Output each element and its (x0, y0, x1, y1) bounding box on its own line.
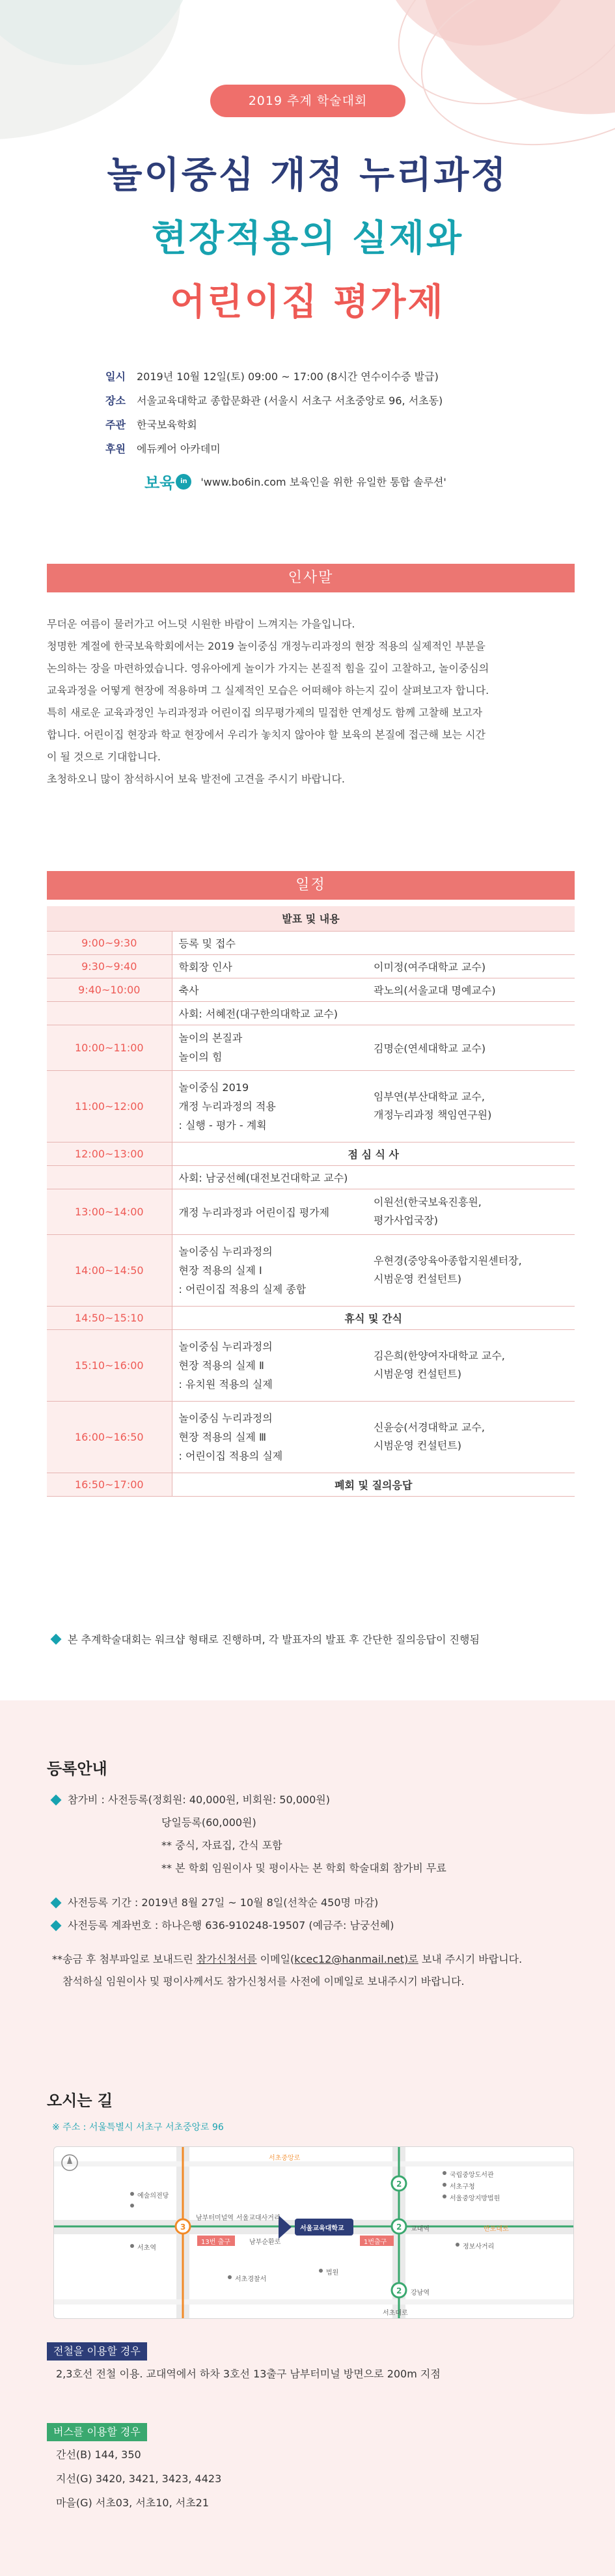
schedule-row (47, 978, 575, 1001)
schedule-moderator: 사회: 서혜전(대구한의대학교 교수) (172, 1001, 575, 1025)
schedule-row (47, 1189, 575, 1234)
schedule-row (47, 1070, 575, 1142)
map-road-label: 남부순환로 (249, 2239, 281, 2246)
bus-line-trunk: 간선(B) 144, 350 (56, 2448, 141, 2461)
info-value: 서울교육대학교 종합문화관 (서울시 서초구 서초중앙로 96, 서초동) (137, 395, 443, 407)
schedule-closing: 폐회 및 질의응답 (172, 1473, 575, 1496)
map-station-label: 교대역 (411, 2226, 430, 2233)
greeting-line: 초청하오니 많이 참석하시어 보육 발전에 고견을 주시기 바랍니다. (47, 773, 346, 785)
map-station-label: 남부터미널역 (196, 2215, 234, 2222)
warning-text: 이메일( (256, 1953, 295, 1965)
schedule-topic: 학회장 인사 (172, 954, 367, 978)
greeting-line: 교육과정을 어떻게 현장에 적용하며 그 실제적인 모습은 어떠해야 하는지 깊이 살펴보고자 합니다. (47, 684, 489, 697)
map-poi-label: 예술의전당 (137, 2193, 169, 2200)
schedule-break-row (47, 1473, 575, 1496)
schedule-topic: 개정 누리과정과 어린이집 평가제 (172, 1189, 367, 1234)
subway-directions: 2,3호선 전철 이용. 교대역에서 하차 3호선 13출구 남부터미널 방면으로 200m 지점 (56, 2368, 441, 2380)
location-address: ※ 주소 : 서울특별시 서초구 서초중앙로 96 (52, 2122, 224, 2133)
svg-text:2: 2 (396, 2223, 402, 2232)
map-poi-label: 서초역 (137, 2245, 156, 2252)
title-line-2: 현장적용의 실제와 (151, 217, 464, 260)
map-poi-label: 정보사거리 (463, 2243, 495, 2251)
schedule-person: 김은희(한양여자대학교 교수, 시범운영 컨설턴트) (367, 1329, 575, 1401)
map-poi-label: 서울교대사거리 (236, 2215, 280, 2222)
fee-note: ** 중식, 자료집, 간식 포함 (161, 1839, 282, 1851)
schedule-moderator-row (47, 1001, 575, 1025)
period-text: 사전등록 기간 : 2019년 8월 27일 ~ 10월 8일(선착순 450명 마감) (68, 1896, 379, 1909)
schedule-header: 발표 및 내용 (47, 906, 575, 931)
map-road-label: 반포대로 (484, 2226, 509, 2233)
greeting-line: 이 될 것으로 기대합니다. (47, 751, 161, 763)
greeting-line: 무더운 여름이 물러가고 어느덧 시원한 바람이 느껴지는 가을입니다. (47, 618, 355, 630)
schedule-note-text: 본 추계학술대회는 워크샵 형태로 진행하며, 각 발표자의 발표 후 간단한 질의응답이 진행됨 (68, 1633, 480, 1646)
bus-line-village: 마을(G) 서초03, 서초10, 서초21 (56, 2497, 210, 2509)
event-info (105, 365, 561, 461)
schedule-person: 이원선(한국보육진흥원, 평가사업국장) (367, 1189, 575, 1234)
schedule-person: 임부연(부산대학교 교수, 개정누리과정 책임연구원) (367, 1070, 575, 1142)
title-line-3: 어린이집 평가제 (170, 281, 445, 324)
map-road (54, 2161, 574, 2167)
schedule-time: 14:00~14:50 (47, 1234, 172, 1306)
bo6in-logo-text: 보육 (144, 474, 175, 492)
info-value: 2019년 10월 12일(토) 09:00 ~ 17:00 (8시간 연수이수증 발급) (137, 370, 439, 383)
schedule-row (47, 1401, 575, 1473)
info-value: 에듀케어 아카데미 (137, 443, 221, 455)
account-row (52, 1914, 586, 1937)
schedule-time: 14:50~15:10 (47, 1306, 172, 1329)
schedule-table (47, 906, 575, 1497)
period-row (52, 1891, 586, 1914)
schedule-time (47, 1001, 172, 1025)
warning-text: **송금 후 첨부파일로 보내드린 (52, 1953, 197, 1965)
map-poi-label: 법원 (326, 2269, 339, 2277)
info-label: 후원 (105, 443, 126, 455)
schedule-time: 9:40~10:00 (47, 978, 172, 1001)
fee-text: 참가비 : 사전등록(정회원: 40,000원, 비회원: 50,000원) (68, 1794, 330, 1806)
schedule-topic: 놀이중심 누리과정의 현장 적용의 실제 Ⅱ : 유치원 적용의 실제 (172, 1329, 367, 1401)
schedule-break-row (47, 1306, 575, 1329)
diamond-bullet-icon (51, 1920, 62, 1932)
subway-badge: 전철을 이용할 경우 (47, 2342, 147, 2361)
greeting-text (47, 613, 575, 790)
greeting-line: 특히 새로운 교육과정인 누리과정과 어린이집 의무평가제의 밀접한 연계성도 함께 고찰해 보고자 (47, 706, 483, 719)
schedule-time: 9:00~9:30 (47, 931, 172, 954)
hero-section (0, 0, 615, 527)
schedule-time: 15:10~16:00 (47, 1329, 172, 1401)
event-pill-badge: 2019 추계 학술대회 (210, 85, 405, 117)
svg-text:2: 2 (396, 2286, 402, 2295)
schedule-topic: 축사 (172, 978, 367, 1001)
info-label: 주관 (105, 419, 126, 431)
account-text: 사전등록 계좌번호 : 하나은행 636-910248-19507 (예금주: 남궁선혜) (68, 1919, 394, 1932)
schedule-note (52, 1631, 575, 1646)
bus-line-branch: 지선(G) 3420, 3421, 3423, 4423 (56, 2472, 222, 2485)
svg-text:3: 3 (180, 2223, 186, 2232)
info-row-sponsor (105, 437, 561, 461)
map-road (54, 2299, 574, 2305)
greeting-line: 청명한 계절에 한국보육학회에서는 2019 놀이중심 개정누리과정의 현장 적용의 실제적인 부분을 (47, 640, 485, 652)
schedule-row (47, 931, 575, 954)
schedule-time: 10:00~11:00 (47, 1025, 172, 1070)
schedule-person: 곽노의(서울교대 명예교수) (367, 978, 575, 1001)
diamond-bullet-icon (51, 1898, 62, 1909)
schedule-time (47, 1165, 172, 1189)
schedule-break-row (47, 1142, 575, 1165)
warning-text: 보내 주시기 바랍니다. (418, 1953, 523, 1965)
bo6in-logo-dot: in (176, 474, 191, 490)
greeting-line: 논의하는 장을 마련하였습니다. 영유아에게 놀이가 가지는 본질적 힘을 깊이 고찰하고, 놀이중심의 (47, 662, 489, 674)
map-road-label: 서초중앙로 (269, 2155, 301, 2162)
map-school-label: 서울교육대학교 (300, 2225, 344, 2232)
info-row-host (105, 413, 561, 437)
fee-note: ** 본 학회 임원이사 및 평이사는 본 학회 학술대회 참가비 무료 (161, 1862, 446, 1874)
schedule-topic: 놀이중심 2019 개정 누리과정의 적용 : 실행 - 평가 - 계획 (172, 1070, 367, 1142)
schedule-moderator: 사회: 남궁선혜(대전보건대학교 교수) (172, 1165, 575, 1189)
schedule-topic: 놀이의 본질과 놀이의 힘 (172, 1025, 367, 1070)
schedule-row (47, 1329, 575, 1401)
warning-line-1 (52, 1948, 586, 1971)
schedule-time: 13:00~14:00 (47, 1189, 172, 1234)
location-title: 오시는 길 (47, 2092, 113, 2110)
diamond-bullet-icon (51, 1795, 62, 1806)
map-road-label: 서초대로 (383, 2310, 408, 2317)
schedule-row (47, 1234, 575, 1306)
schedule-time: 16:50~17:00 (47, 1473, 172, 1496)
registration-title: 등록안내 (47, 1760, 107, 1778)
schedule-time: 11:00~12:00 (47, 1070, 172, 1142)
map-poi-label: 국립중앙도서관 (450, 2172, 494, 2179)
warning-line-2: 참석하실 임원이사 및 평이사께서도 참가신청서를 사전에 이메일로 보내주시기 바랍니다. (62, 1975, 465, 1987)
location-map[interactable] (53, 2146, 574, 2319)
schedule-break: 점 심 식 사 (172, 1142, 575, 1165)
map-poi-label: 서초경찰서 (235, 2276, 267, 2283)
bus-badge: 버스를 이용할 경우 (47, 2423, 147, 2441)
schedule-person: 김명순(연세대학교 교수) (367, 1025, 575, 1070)
registration-info (52, 1788, 586, 1993)
greeting-line: 합니다. 어린이집 현장과 학교 현장에서 우리가 놓치지 않아야 할 보육의 본질에 접근해 보는 시간 (47, 728, 485, 741)
title-line-1: 놀이중심 개정 누리과정 (107, 154, 508, 197)
fee-row (52, 1788, 586, 1811)
info-row-venue (105, 389, 561, 413)
map-exit-label: 1번출구 (364, 2239, 387, 2246)
schedule-moderator-row (47, 1165, 575, 1189)
info-row-date (105, 365, 561, 389)
map-station-label: 강남역 (411, 2290, 430, 2297)
schedule-topic: 놀이중심 누리과정의 현장 적용의 실제 Ⅰ : 어린이집 적용의 실제 종합 (172, 1234, 367, 1306)
schedule-person: 이미정(여주대학교 교수) (367, 954, 575, 978)
schedule-header-row (47, 906, 575, 931)
info-label: 일시 (105, 370, 126, 383)
email-link[interactable]: kcec12@hanmail.net)로 (294, 1953, 418, 1965)
schedule-bar: 일정 (47, 871, 575, 900)
schedule-time: 16:00~16:50 (47, 1401, 172, 1473)
schedule-topic: 등록 및 접수 (172, 931, 575, 954)
application-form-link[interactable]: 참가신청서를 (196, 1953, 257, 1965)
map-pin-icon (279, 2215, 292, 2239)
sponsor-bo6in (144, 470, 446, 493)
schedule-person: 우현경(중앙육아종합지원센터장, 시범운영 컨설턴트) (367, 1234, 575, 1306)
bo6in-tagline: 'www.bo6in.com 보육인을 위한 유일한 통합 솔루션' (200, 476, 446, 488)
map-graphic (54, 2147, 574, 2319)
registration-warning (52, 1948, 586, 1993)
spacer (52, 1879, 586, 1891)
info-label: 장소 (105, 395, 126, 407)
schedule-topic: 놀이중심 누리과정의 현장 적용의 실제 Ⅲ : 어린이집 적용의 실제 (172, 1401, 367, 1473)
map-poi-label: 서초구청 (450, 2183, 475, 2191)
schedule-time: 9:30~9:40 (47, 954, 172, 978)
schedule-break: 휴식 및 간식 (172, 1306, 575, 1329)
schedule-person: 신윤승(서경대학교 교수, 시범운영 컨설턴트) (367, 1401, 575, 1473)
diamond-bullet-icon (51, 1633, 62, 1644)
greeting-bar: 인사말 (47, 564, 575, 592)
schedule-row (47, 954, 575, 978)
bo6in-logo (144, 470, 191, 493)
map-exit-label: 13번 출구 (201, 2239, 230, 2246)
svg-text:2: 2 (396, 2180, 402, 2189)
info-value: 한국보육학회 (137, 419, 197, 431)
schedule-row (47, 1025, 575, 1070)
schedule-time: 12:00~13:00 (47, 1142, 172, 1165)
map-poi-label: 서울중앙지방법원 (450, 2195, 500, 2202)
fee-onsite: 당일등록(60,000원) (161, 1816, 256, 1829)
